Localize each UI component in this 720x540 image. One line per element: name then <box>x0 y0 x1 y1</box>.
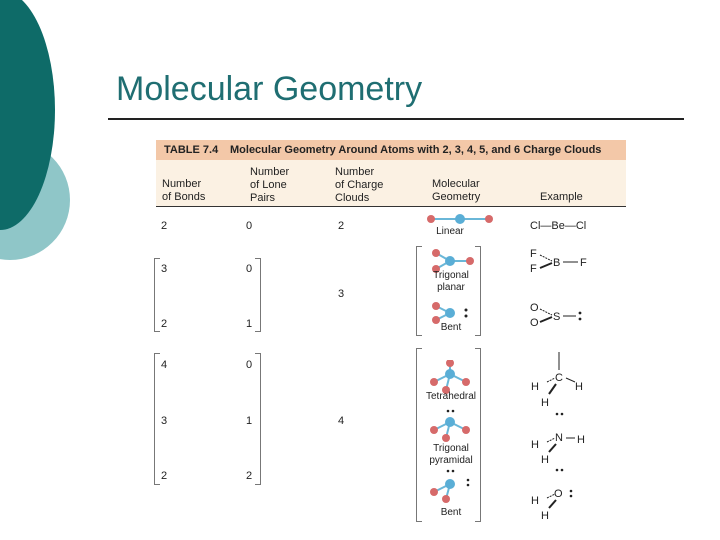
row1-clouds: 2 <box>338 220 345 232</box>
row5-bonds: 3 <box>161 415 168 427</box>
row2-example <box>528 246 618 276</box>
table-header-bar <box>156 140 626 160</box>
col-lone-pairs-header: Number of Lone Pairs <box>250 166 290 204</box>
nh3-n: N <box>555 432 563 444</box>
bent-h2o-model <box>428 468 476 504</box>
bf3-b: B <box>553 257 561 269</box>
bracket-geom-left-4 <box>416 348 422 522</box>
row6-bonds: 2 <box>161 470 168 482</box>
bf3-f2: F <box>530 263 537 275</box>
ch4-h1: H <box>531 381 539 393</box>
geometry-table <box>150 138 630 528</box>
bf3-f3: F <box>580 257 587 269</box>
h2o-h1: H <box>531 495 539 507</box>
col-example-header: Example <box>540 191 583 203</box>
row2-geometry: Trigonal planar <box>433 270 469 293</box>
col-clouds-header: Number of Charge Clouds <box>335 166 384 204</box>
ch4-h2: H <box>575 381 583 393</box>
col-geometry-header: Molecular Geometry <box>432 178 481 203</box>
slide-decoration <box>0 0 90 300</box>
row3-geometry: Bent <box>440 322 462 333</box>
h2o-o: O <box>554 488 563 500</box>
row1-example: Cl—Be—Cl <box>530 220 587 232</box>
row1-lone-pairs: 0 <box>246 220 253 232</box>
ch4-h3: H <box>541 397 549 409</box>
bf3-f1: F <box>530 248 537 260</box>
row2-bonds: 3 <box>161 263 168 275</box>
row2-lone-pairs: 0 <box>246 263 253 275</box>
nh3-h1: H <box>531 439 539 451</box>
linear-model <box>425 212 495 226</box>
title-divider <box>108 118 684 120</box>
row3-lone-pairs: 1 <box>246 318 253 330</box>
row6-lone-pairs: 2 <box>246 470 253 482</box>
tetrahedral-model <box>428 360 476 394</box>
row6-example <box>525 466 625 524</box>
so2-s: S <box>553 311 561 323</box>
bracket-right-4 <box>255 353 261 485</box>
nh3-h3: H <box>541 454 549 466</box>
row4-geometry: Tetrahedral <box>425 391 477 402</box>
header-rule <box>156 206 626 207</box>
row4-lone-pairs: 0 <box>246 359 253 371</box>
so2-o1: O <box>530 302 539 314</box>
row3-bonds: 2 <box>161 318 168 330</box>
row5-lone-pairs: 1 <box>246 415 253 427</box>
nh3-h2: H <box>577 434 585 446</box>
row5-geometry: Trigonal pyramidal <box>429 443 473 466</box>
table-caption: Molecular Geometry Around Atoms with 2, 3, 4, 5, and 6 Charge Clouds <box>230 144 602 156</box>
row6-geometry: Bent <box>440 507 462 518</box>
bracket-left-4 <box>154 353 160 485</box>
so2-o2: O <box>530 317 539 329</box>
row4-example <box>525 350 625 412</box>
slide-title: Molecular Geometry <box>116 70 423 108</box>
bracket-right-3 <box>255 258 261 332</box>
ch4-c: C <box>555 372 563 384</box>
row4-bonds: 4 <box>161 359 168 371</box>
row2-clouds: 3 <box>338 288 345 300</box>
h2o-h2: H <box>541 510 549 522</box>
trigonal-pyramidal-model <box>428 408 476 444</box>
row5-clouds: 4 <box>338 415 345 427</box>
col-bonds-header: Number of Bonds <box>162 178 206 203</box>
bracket-left-3 <box>154 258 160 332</box>
table-number: TABLE 7.4 <box>164 144 219 156</box>
row1-geometry: Linear <box>436 226 464 237</box>
row3-example <box>528 300 618 330</box>
row5-example <box>525 410 625 468</box>
row1-bonds: 2 <box>161 220 168 232</box>
